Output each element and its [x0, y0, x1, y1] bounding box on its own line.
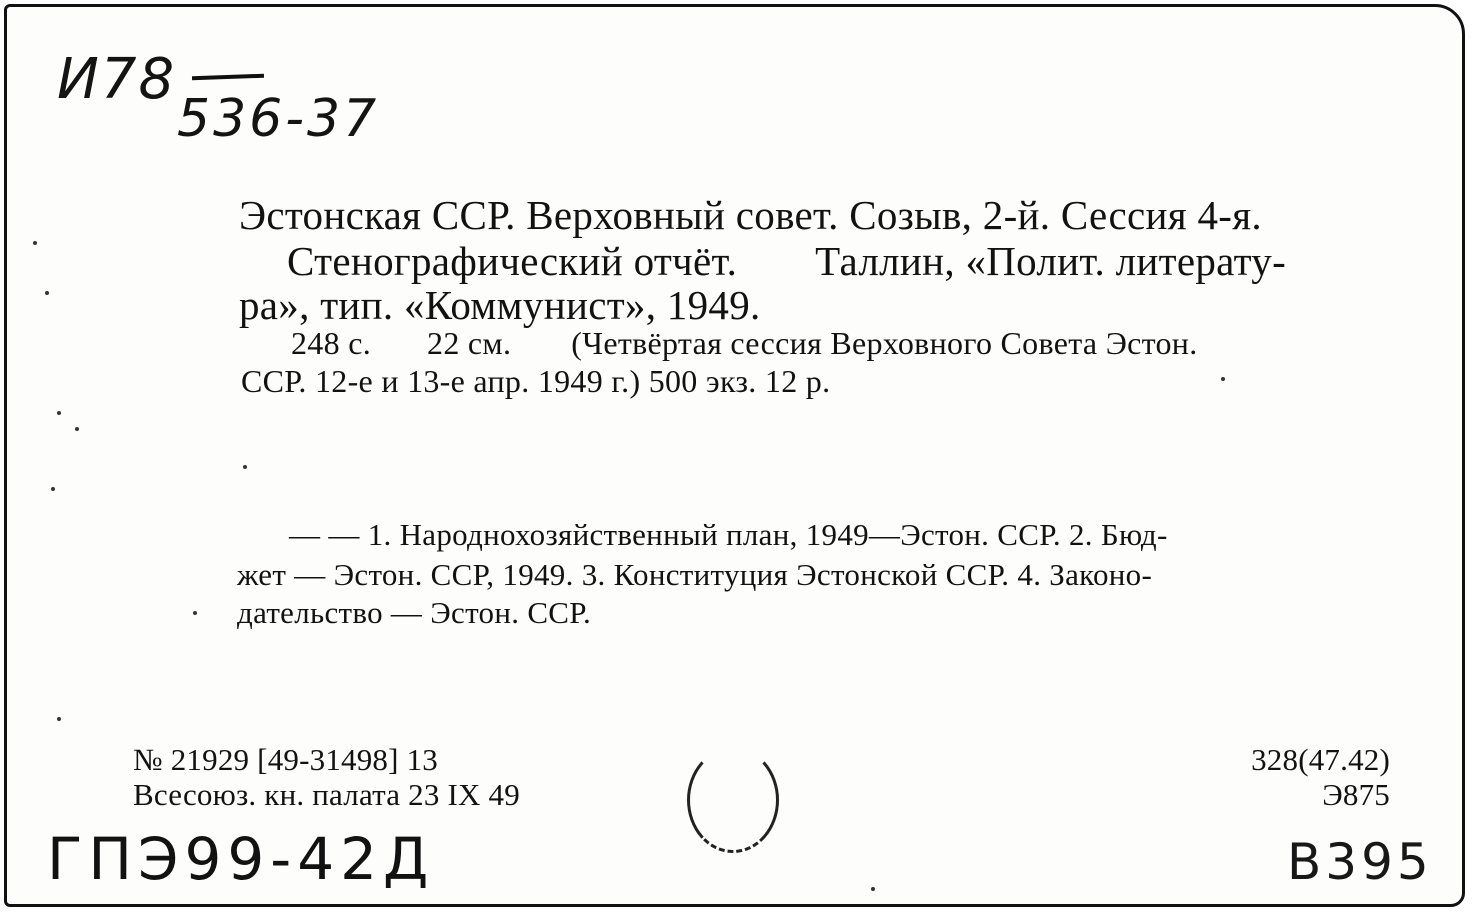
- book-chamber: Всесоюз. кн. палата 23 IX 49: [133, 777, 520, 812]
- main-entry-line-1: Эстонская ССР. Верховный совет. Созыв, 2-й. Сессия 4-я.: [239, 192, 1262, 238]
- collation-line-2: ССР. 12-е и 13-е апр. 1949 г.) 500 экз. 12 р.: [241, 363, 831, 399]
- shelfmark-line-1: И78: [57, 47, 177, 112]
- speck: [75, 427, 79, 431]
- speck: [57, 411, 61, 415]
- card-rod-hole: [687, 747, 779, 853]
- main-entry-line-3: ра», тип. «Коммунист», 1949.: [239, 282, 761, 328]
- speck: [243, 465, 247, 469]
- speck: [193, 611, 197, 615]
- subjects-line-1: — — 1. Народнохозяйственный план, 1949—Эстон. ССР. 2. Бюд-: [289, 517, 1168, 552]
- catalog-card: [4, 4, 1465, 907]
- subjects-line-2: жет — Эстон. ССР, 1949. 3. Конституция Эстонской ССР. 4. Законо-: [237, 557, 1153, 592]
- speck: [871, 887, 875, 891]
- collation-pages: 248 с.: [291, 325, 372, 361]
- bottom-right-mark: В395: [1287, 833, 1433, 891]
- speck: [57, 717, 61, 721]
- main-entry-line-2-imprint: Таллин, «Полит. литерату-: [815, 238, 1287, 284]
- udc-index: 328(47.42): [1251, 742, 1390, 777]
- speck: [51, 487, 55, 491]
- shelfmark-line-2: 536-37: [177, 89, 380, 149]
- shelfmark-rule: [192, 74, 264, 81]
- author-mark: Э875: [1322, 777, 1390, 812]
- record-number: № 21929 [49-31498] 13: [133, 742, 438, 777]
- speck: [45, 291, 49, 295]
- speck: [33, 241, 37, 245]
- main-entry-line-2: [287, 237, 1286, 285]
- main-entry-line-2-title: Стенографический отчёт.: [287, 238, 738, 284]
- speck: [1221, 377, 1225, 381]
- bottom-left-stamp: ГПЭ99-42Д: [47, 825, 435, 893]
- subjects-line-3: дательство — Эстон. ССР.: [237, 595, 591, 630]
- collation-size: 22 см.: [427, 325, 512, 361]
- collation-line-1: [291, 325, 1198, 362]
- collation-note: (Четвёртая сессия Верховного Совета Эстон.: [571, 325, 1198, 361]
